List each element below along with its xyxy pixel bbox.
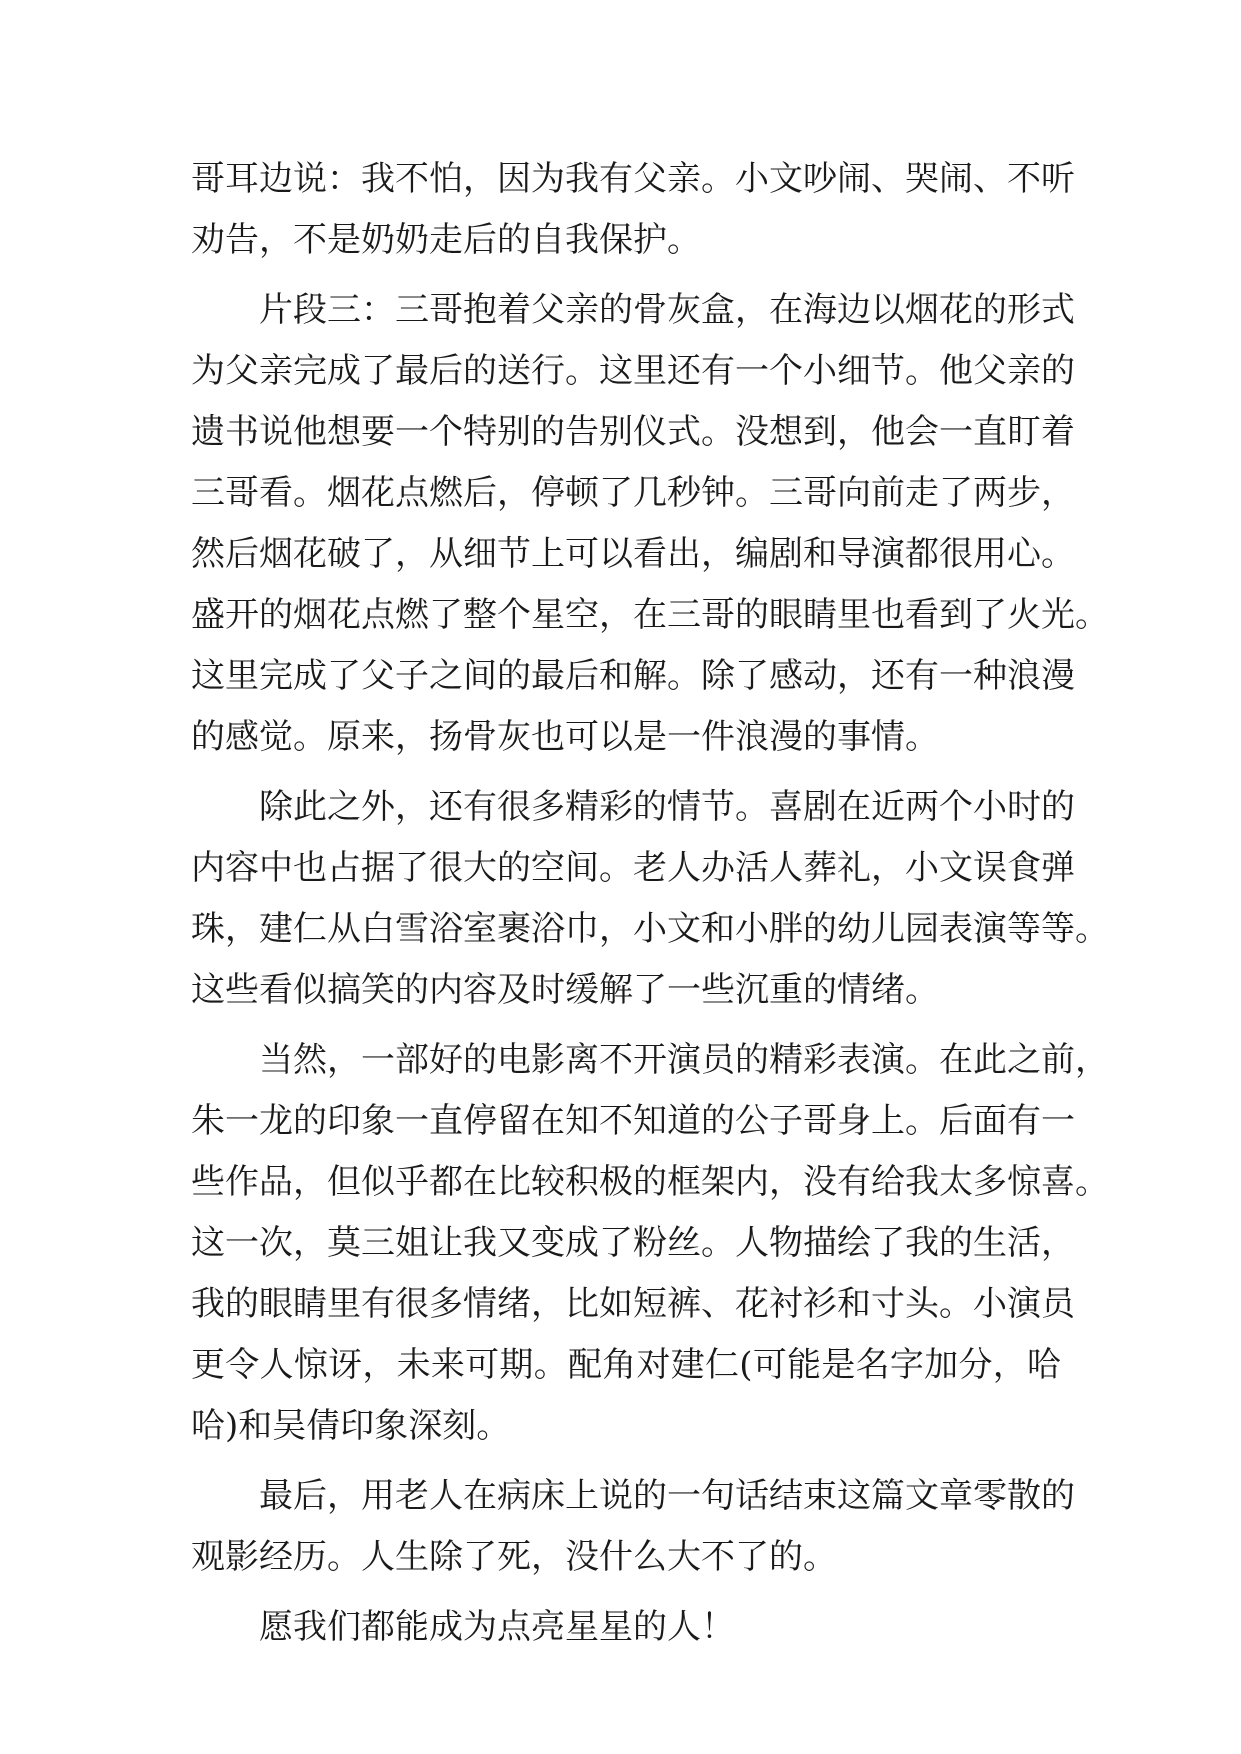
text-line: 愿我们都能成为点亮星星的人！ <box>259 1607 735 1647</box>
text-line: 三哥看。烟花点燃后，停顿了几秒钟。三哥向前走了两步， <box>191 473 1075 513</box>
paragraph <box>191 1476 1075 1577</box>
paragraph <box>191 290 1109 757</box>
text-line: 内容中也占据了很大的空间。老人办活人葬礼，小文误食弹 <box>191 848 1075 888</box>
text-line: 这一次，莫三姐让我又变成了粉丝。人物描绘了我的生活， <box>191 1223 1075 1263</box>
text-line: 当然，一部好的电影离不开演员的精彩表演。在此之前， <box>259 1040 1109 1080</box>
paragraph <box>191 159 1075 260</box>
text-line: 劝告，不是奶奶走后的自我保护。 <box>191 220 701 260</box>
text-line: 些作品，但似乎都在比较积极的框架内，没有给我太多惊喜。 <box>191 1162 1109 1202</box>
paragraph <box>191 787 1109 1010</box>
text-line: 片段三：三哥抱着父亲的骨灰盒，在海边以烟花的形式 <box>259 290 1075 330</box>
text-line: 哈)和吴倩印象深刻。 <box>191 1406 511 1446</box>
text-line: 盛开的烟花点燃了整个星空，在三哥的眼睛里也看到了火光。 <box>191 595 1109 635</box>
text-line: 我的眼睛里有很多情绪，比如短裤、花衬衫和寸头。小演员 <box>191 1284 1075 1324</box>
text-line: 遗书说他想要一个特别的告别仪式。没想到，他会一直盯着 <box>191 412 1075 452</box>
text-line: 珠，建仁从白雪浴室裹浴巾，小文和小胖的幼儿园表演等等。 <box>191 909 1109 949</box>
paragraph <box>191 1607 1061 1647</box>
text-line: 除此之外，还有很多精彩的情节。喜剧在近两个小时的 <box>259 787 1075 827</box>
text-line: 的感觉。原来，扬骨灰也可以是一件浪漫的事情。 <box>191 717 939 757</box>
text-line: 这里完成了父子之间的最后和解。除了感动，还有一种浪漫 <box>191 656 1075 696</box>
text-line: 朱一龙的印象一直停留在知不知道的公子哥身上。后面有一 <box>191 1101 1075 1141</box>
text-line: 哥耳边说：我不怕，因为我有父亲。小文吵闹、哭闹、不听 <box>191 159 1075 199</box>
text-line: 这些看似搞笑的内容及时缓解了一些沉重的情绪。 <box>191 970 939 1010</box>
document-body <box>191 159 1109 1671</box>
text-line: 更令人惊讶，未来可期。配角对建仁(可能是名字加分，哈 <box>191 1345 1061 1385</box>
text-line: 观影经历。人生除了死，没什么大不了的。 <box>191 1537 837 1577</box>
paragraph <box>191 1040 1109 1446</box>
text-line: 为父亲完成了最后的送行。这里还有一个小细节。他父亲的 <box>191 351 1075 391</box>
text-line: 最后，用老人在病床上说的一句话结束这篇文章零散的 <box>259 1476 1075 1516</box>
text-line: 然后烟花破了，从细节上可以看出，编剧和导演都很用心。 <box>191 534 1075 574</box>
